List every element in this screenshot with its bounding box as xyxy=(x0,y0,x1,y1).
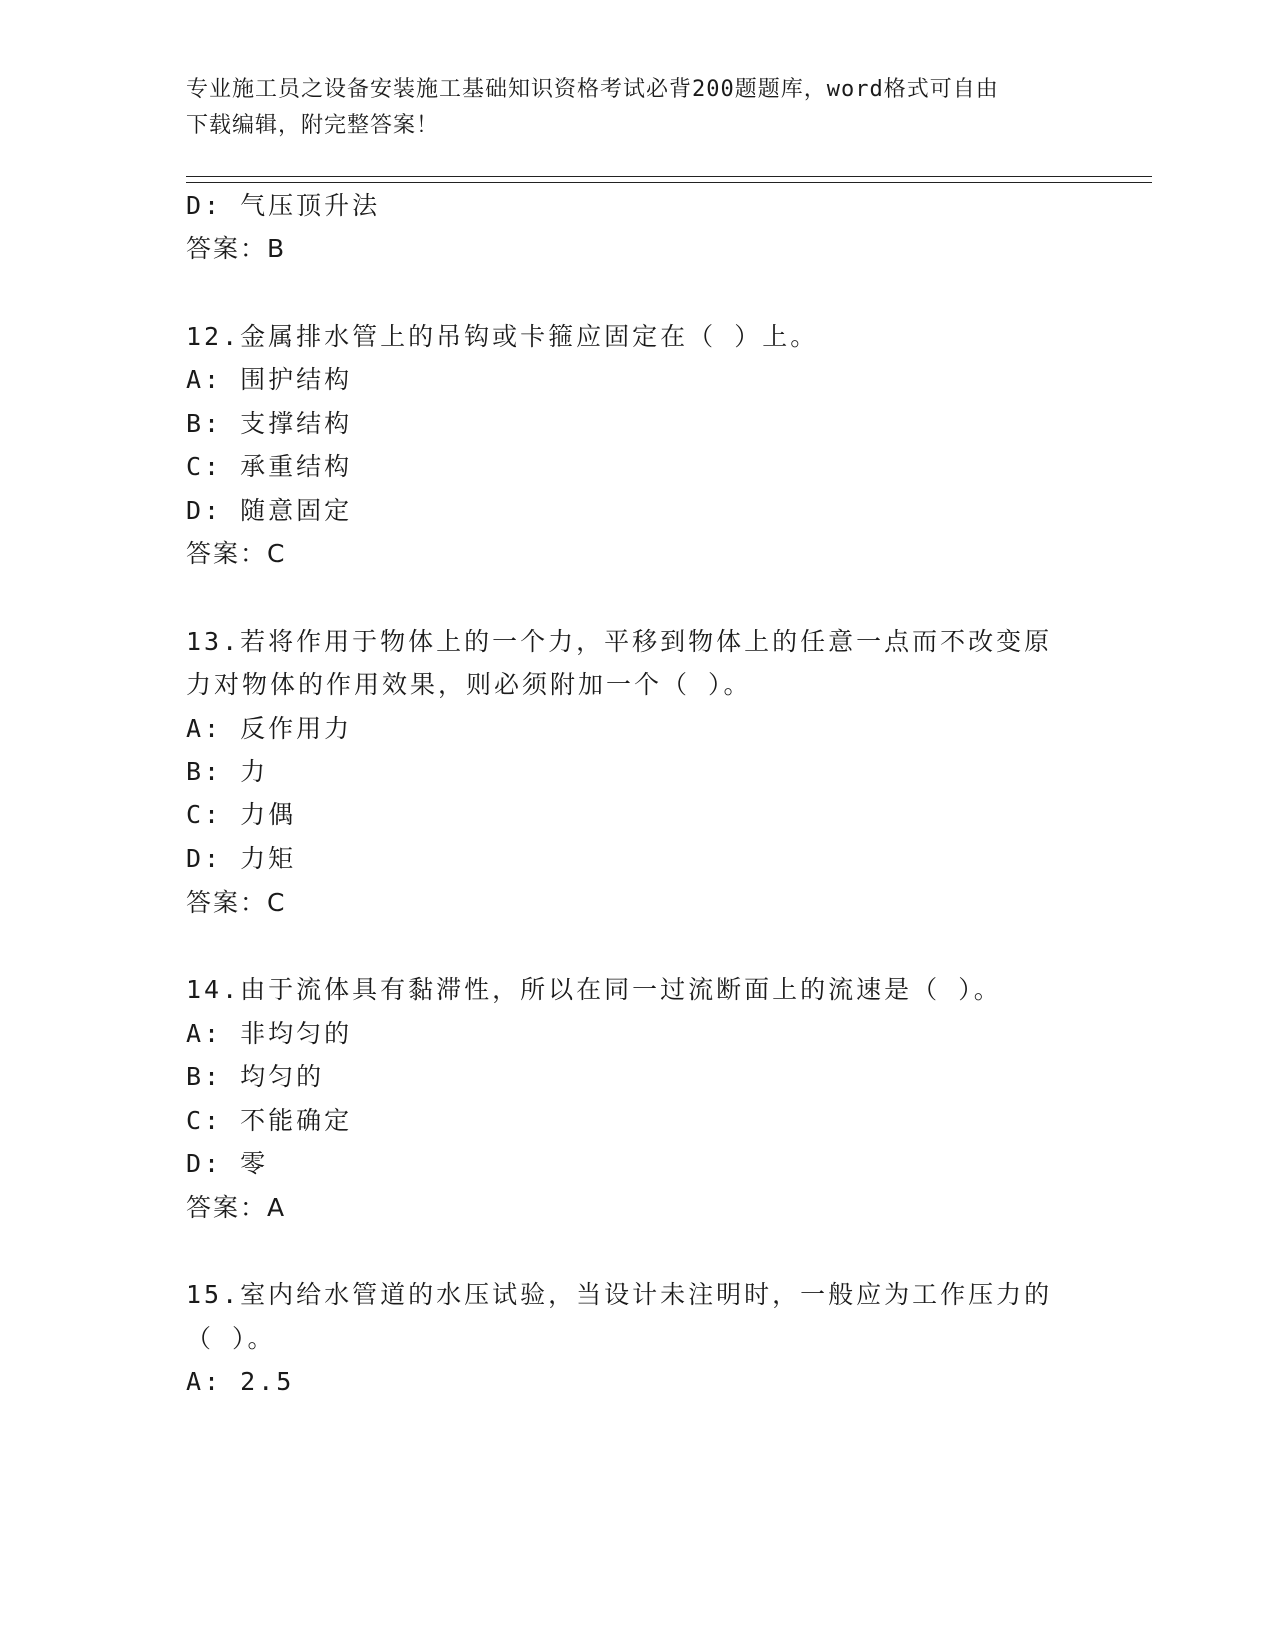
q15-stem-line-2: （ ）。 xyxy=(186,1324,276,1353)
q14-option-b: B: 均匀的 xyxy=(186,1062,325,1091)
q13-option-a: A: 反作用力 xyxy=(186,714,353,743)
q12-option-a: A: 围护结构 xyxy=(186,365,353,394)
q12-option-c: C: 承重结构 xyxy=(186,452,353,481)
q14-answer: 答案：A xyxy=(186,1193,287,1222)
q12-stem: 12.金属排水管上的吊钩或卡箍应固定在（ ）上。 xyxy=(186,322,819,351)
q13-option-c: C: 力偶 xyxy=(186,800,297,829)
q13-stem-line-1: 13.若将作用于物体上的一个力，平移到物体上的任意一点而不改变原 xyxy=(186,627,1053,656)
header-title-line-1: 专业施工员之设备安装施工基础知识资格考试必背200题题库，word格式可自由 xyxy=(186,77,999,102)
q14-option-c: C: 不能确定 xyxy=(186,1106,353,1135)
q14-stem: 14.由于流体具有黏滞性，所以在同一过流断面上的流速是（ ）。 xyxy=(186,975,1002,1004)
q12-option-d: D: 随意固定 xyxy=(186,496,353,525)
q14-option-d: D: 零 xyxy=(186,1149,269,1178)
q12-option-b: B: 支撑结构 xyxy=(186,409,353,438)
q11-option-d: D: 气压顶升法 xyxy=(186,191,381,220)
q12-answer: 答案：C xyxy=(186,539,287,568)
q11-answer: 答案：B xyxy=(186,234,287,263)
q13-answer: 答案：C xyxy=(186,888,287,917)
q15-option-a: A: 2.5 xyxy=(186,1367,295,1396)
q14-option-a: A: 非均匀的 xyxy=(186,1019,353,1048)
header-divider-bottom xyxy=(186,182,1152,183)
q13-stem-line-2: 力对物体的作用效果，则必须附加一个（ ）。 xyxy=(186,670,752,699)
q13-option-d: D: 力矩 xyxy=(186,844,297,873)
q15-stem-line-1: 15.室内给水管道的水压试验，当设计未注明时，一般应为工作压力的 xyxy=(186,1280,1053,1309)
header-divider-top xyxy=(186,176,1152,177)
document-header xyxy=(186,72,1066,144)
q13-option-b: B: 力 xyxy=(186,757,269,786)
header-title-line-2: 下载编辑，附完整答案！ xyxy=(186,113,440,138)
